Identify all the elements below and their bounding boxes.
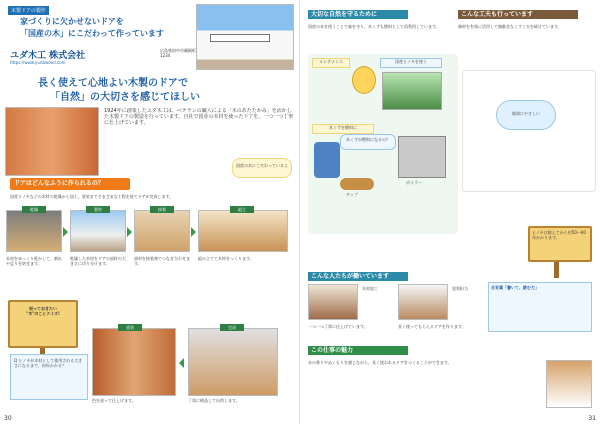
forest-photo xyxy=(382,72,442,110)
chip-maintenance-text: メンテナンス xyxy=(319,59,343,64)
section4-desc: 木の香りやぬくもりを感じながら、長く使われるドアをつくることができます。 xyxy=(308,360,452,365)
answer-text: ヒノキは植えてから約50〜60年かかります。 xyxy=(532,230,586,240)
boiler-label: ボイラー xyxy=(406,180,422,185)
speech-bubble xyxy=(232,158,292,178)
step6-desc: 丁寧に検品して出荷します。 xyxy=(188,398,240,403)
step1-desc: 木材をゆっくり乾かして、割れや反りを防ぎます。 xyxy=(6,256,62,266)
left-headline-2: 「自然」の大切さを感じてほしい xyxy=(50,92,200,103)
person1-role: 木材加工 xyxy=(362,286,378,291)
arrow-1 xyxy=(63,227,68,237)
product-photo xyxy=(546,360,592,408)
cycle-center-label: 地球にやさしい xyxy=(512,111,540,116)
step2-label: 製材 xyxy=(86,206,110,213)
chip-pile xyxy=(340,178,374,190)
speech-bubble-text: 国産の木にこだわっているよ xyxy=(236,163,288,168)
step3-photo xyxy=(134,210,190,252)
left-title-bottom: 「国産の木」にこだわって作っています xyxy=(20,29,164,38)
girl-avatar xyxy=(352,66,376,94)
step2-photo xyxy=(70,210,126,252)
step1-photo xyxy=(6,210,62,252)
step4-label: 組立 xyxy=(230,206,254,213)
chip-label: チップ xyxy=(346,192,358,197)
right-badge xyxy=(488,282,592,332)
cycle-center xyxy=(496,100,556,130)
section1-desc: 国産の木を使うことで森を守り、木くずも燃料として再利用しています。 xyxy=(308,24,440,29)
step2-desc: 乾燥した木材をドアの部材の大きさに切り分けます。 xyxy=(70,256,126,266)
section3-title: こんな人たちが働いています xyxy=(308,272,408,281)
quiz-sign xyxy=(8,300,78,348)
worker-figure xyxy=(314,142,340,178)
company-url[interactable]: https://www.yudawood.com xyxy=(10,60,66,65)
person2-photo xyxy=(398,284,448,320)
boiler-illustration xyxy=(398,136,446,178)
person2-desc: 長く使ってもらえるドアを作ります。 xyxy=(398,324,466,329)
chip-sawdust xyxy=(312,124,374,134)
step4-desc: 組み立てて木枠をつくります。 xyxy=(198,256,254,261)
step4-photo xyxy=(198,210,288,252)
section2-title: こんな工夫も行っています xyxy=(458,10,578,19)
step5-desc: 色を塗って仕上げます。 xyxy=(92,398,136,403)
arrow-3 xyxy=(191,227,196,237)
arrow-2 xyxy=(127,227,132,237)
left-title-top: 家づくりに欠かせないドアを xyxy=(20,17,124,26)
step5-label: 塗装 xyxy=(118,324,142,331)
left-tag: 木製ドアの製作 xyxy=(8,6,49,15)
chip-hinoki xyxy=(380,58,442,68)
cycle-panel xyxy=(462,70,596,192)
speech-question-text: 木くずが燃料になるの？ xyxy=(346,137,390,142)
section2-desc: 端材を有効に活用して無駄をなくす工夫を続けています。 xyxy=(458,24,562,29)
step3-label: 接着 xyxy=(150,206,174,213)
step3-desc: 部材を接着剤でつなぎ合わせます。 xyxy=(134,256,190,266)
right-page-number: 31 xyxy=(588,415,596,422)
step5-photo xyxy=(92,328,176,396)
person1-photo xyxy=(308,284,358,320)
process-section-desc: 国産ヒノキなどの木材の乾燥から加工、塗装までさまざまな工程を経てドアが完成します。 xyxy=(10,194,174,199)
step6-label: 完成 xyxy=(220,324,244,331)
intro-text: 1924年に創業したユダ木工は、ベテランの職人による「木のあたたかみ」を活かした木製ドアの製造を行っています。自社で国産の木材を使ったドアを、一つ一つ丁寧に仕上げています。 xyxy=(104,108,294,126)
door-photo-large xyxy=(5,107,99,176)
quiz-question-box xyxy=(10,354,88,400)
process-section-title: ドアはどんなふうに作られるの？ xyxy=(10,178,130,190)
step6-photo xyxy=(188,328,278,396)
answer-sign xyxy=(528,226,592,262)
left-headline-1: 長く使えて心地よい木製のドアで xyxy=(38,78,188,89)
quiz-title-2: "木"のことクイズ! xyxy=(26,311,60,316)
quiz-question: Q ヒノキが木材として使用される大きさになるまで、何年かかる？ xyxy=(14,358,83,368)
right-page xyxy=(300,0,600,424)
section4-title: この仕事の魅力 xyxy=(308,346,408,355)
left-page-number: 30 xyxy=(4,415,12,422)
person2-role: 塗装担当 xyxy=(452,286,468,291)
company-contact: 広島県府中市鵜飼町1234 xyxy=(160,48,196,58)
answer-sign-post xyxy=(554,262,559,278)
company-name: ユダ木工 株式会社 xyxy=(10,51,86,61)
person1-desc: 一つ一つ丁寧に仕上げています。 xyxy=(308,324,368,329)
section1-title: 大切な自然を守るために xyxy=(308,10,408,19)
quiz-title-1: 知っておきたい xyxy=(29,306,57,311)
speech-question xyxy=(340,134,396,150)
chip-sawdust-text: 木くずを燃料に xyxy=(329,125,357,130)
step1-label: 乾燥 xyxy=(22,206,46,213)
chip-maintenance xyxy=(312,58,350,68)
right-badge-title: 合言葉「書いて、読む力」 xyxy=(491,285,539,290)
chip-hinoki-text: 国産ヒノキを使う xyxy=(395,59,427,64)
arrow-5 xyxy=(179,358,184,368)
